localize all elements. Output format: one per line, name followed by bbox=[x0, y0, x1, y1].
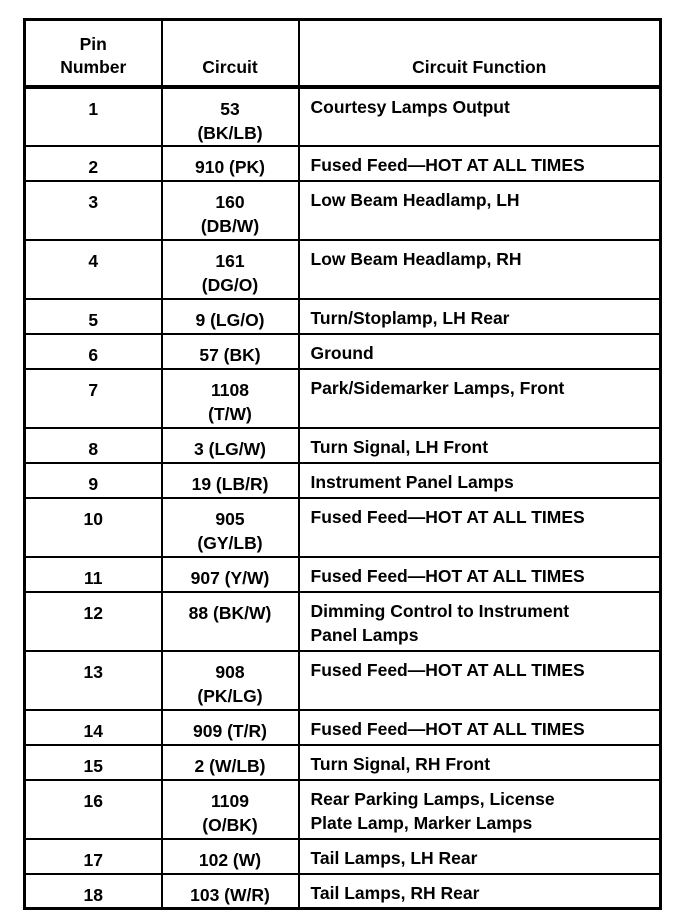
circuit-line: 160 bbox=[215, 191, 245, 212]
table-row bbox=[25, 87, 661, 146]
pin-number-cell: 5 bbox=[25, 299, 162, 334]
circuit-line: 1109 bbox=[211, 790, 249, 811]
circuit-cell bbox=[162, 745, 299, 780]
function-line: Fused Feed—HOT AT ALL TIMES bbox=[310, 718, 585, 739]
circuit-line: 57 (BK) bbox=[199, 344, 261, 365]
circuit-cell bbox=[162, 463, 299, 498]
circuit-line: (BK/LB) bbox=[197, 122, 263, 143]
pin-number-cell: 2 bbox=[25, 146, 162, 181]
circuit-line: 53 bbox=[220, 98, 240, 119]
circuit-cell bbox=[162, 498, 299, 557]
circuit-function-cell bbox=[299, 557, 661, 592]
circuit-line: 909 (T/R) bbox=[193, 720, 267, 741]
circuit-line: 908 bbox=[215, 661, 245, 682]
function-line: Low Beam Headlamp, RH bbox=[310, 248, 522, 269]
pin-number-cell: 16 bbox=[25, 780, 162, 839]
circuit-cell bbox=[162, 874, 299, 909]
table-row bbox=[25, 557, 661, 592]
table-row bbox=[25, 463, 661, 498]
table-row bbox=[25, 839, 661, 874]
circuit-line: (GY/LB) bbox=[197, 532, 263, 553]
circuit-cell bbox=[162, 780, 299, 839]
function-line: Plate Lamp, Marker Lamps bbox=[310, 812, 533, 833]
circuit-cell bbox=[162, 299, 299, 334]
function-line: Low Beam Headlamp, LH bbox=[310, 189, 520, 210]
pin-number-cell: 9 bbox=[25, 463, 162, 498]
pin-number-cell: 15 bbox=[25, 745, 162, 780]
function-line: Ground bbox=[310, 342, 374, 363]
circuit-line: 88 (BK/W) bbox=[188, 602, 272, 623]
pin-number-cell: 10 bbox=[25, 498, 162, 557]
circuit-line: 3 (LG/W) bbox=[194, 438, 266, 459]
circuit-function-cell bbox=[299, 498, 661, 557]
table-row bbox=[25, 651, 661, 710]
table-row bbox=[25, 299, 661, 334]
circuit-cell bbox=[162, 146, 299, 181]
circuit-cell bbox=[162, 334, 299, 369]
circuit-cell bbox=[162, 839, 299, 874]
circuit-function-cell bbox=[299, 745, 661, 780]
circuit-function-cell bbox=[299, 334, 661, 369]
circuit-line: (PK/LG) bbox=[197, 685, 263, 706]
circuit-line: 907 (Y/W) bbox=[190, 567, 270, 588]
function-line: Dimming Control to Instrument bbox=[310, 600, 570, 621]
circuit-function-cell bbox=[299, 839, 661, 874]
pin-header-line: Pin bbox=[79, 33, 107, 54]
pin-number-cell: 3 bbox=[25, 181, 162, 240]
pin-number-cell: 14 bbox=[25, 710, 162, 745]
circuit-line: (DB/W) bbox=[200, 215, 260, 236]
pinout-table bbox=[23, 18, 662, 910]
pin-number-cell: 1 bbox=[25, 87, 162, 146]
function-line: Tail Lamps, LH Rear bbox=[310, 847, 478, 868]
pin-number-cell: 8 bbox=[25, 428, 162, 463]
table-row bbox=[25, 334, 661, 369]
function-line: Courtesy Lamps Output bbox=[310, 96, 510, 117]
circuit-function-cell bbox=[299, 651, 661, 710]
circuit-cell bbox=[162, 369, 299, 428]
pin-number-cell: 7 bbox=[25, 369, 162, 428]
circuit-cell bbox=[162, 592, 299, 651]
circuit-function-cell bbox=[299, 463, 661, 498]
table-row bbox=[25, 710, 661, 745]
table-body bbox=[25, 87, 661, 909]
circuit-line: 103 (W/R) bbox=[190, 884, 270, 905]
table-row bbox=[25, 146, 661, 181]
circuit-cell bbox=[162, 240, 299, 299]
circuit-function-header: Circuit Function bbox=[299, 20, 661, 87]
circuit-header: Circuit bbox=[162, 20, 299, 87]
function-line: Fused Feed—HOT AT ALL TIMES bbox=[310, 659, 585, 680]
circuit-function-cell bbox=[299, 710, 661, 745]
table-row bbox=[25, 592, 661, 651]
pin-number-cell: 17 bbox=[25, 839, 162, 874]
circuit-line: 2 (W/LB) bbox=[194, 755, 266, 776]
pin-number-cell: 12 bbox=[25, 592, 162, 651]
circuit-function-cell bbox=[299, 428, 661, 463]
table-row bbox=[25, 369, 661, 428]
function-line: Turn Signal, LH Front bbox=[310, 436, 489, 457]
function-line: Park/Sidemarker Lamps, Front bbox=[310, 377, 565, 398]
function-line: Tail Lamps, RH Rear bbox=[310, 882, 480, 903]
circuit-cell bbox=[162, 651, 299, 710]
circuit-line: 19 (LB/R) bbox=[191, 473, 269, 494]
circuit-line: 910 (PK) bbox=[194, 156, 266, 177]
circuit-function-cell bbox=[299, 181, 661, 240]
circuit-cell bbox=[162, 181, 299, 240]
circuit-line: (O/BK) bbox=[202, 814, 258, 835]
table-row bbox=[25, 745, 661, 780]
pin-number-cell: 11 bbox=[25, 557, 162, 592]
circuit-function-cell bbox=[299, 240, 661, 299]
pin-number-cell: 6 bbox=[25, 334, 162, 369]
table-header bbox=[25, 20, 661, 87]
circuit-function-cell bbox=[299, 87, 661, 146]
circuit-cell bbox=[162, 710, 299, 745]
table-row bbox=[25, 874, 661, 909]
circuit-cell bbox=[162, 87, 299, 146]
table-row bbox=[25, 780, 661, 839]
circuit-line: 161 bbox=[215, 250, 245, 271]
circuit-function-cell bbox=[299, 299, 661, 334]
circuit-function-cell bbox=[299, 592, 661, 651]
pin-number-header bbox=[25, 20, 162, 87]
function-line: Fused Feed—HOT AT ALL TIMES bbox=[310, 565, 585, 586]
function-line: Fused Feed—HOT AT ALL TIMES bbox=[310, 154, 585, 175]
pin-number-cell: 13 bbox=[25, 651, 162, 710]
table-row bbox=[25, 181, 661, 240]
pin-header-line: Number bbox=[60, 56, 127, 77]
circuit-line: 102 (W) bbox=[198, 849, 262, 870]
function-line: Turn Signal, RH Front bbox=[310, 753, 491, 774]
function-line: Rear Parking Lamps, License bbox=[310, 788, 555, 809]
pin-number-cell: 18 bbox=[25, 874, 162, 909]
header-row bbox=[25, 20, 661, 87]
circuit-function-cell bbox=[299, 874, 661, 909]
circuit-cell bbox=[162, 428, 299, 463]
function-line: Instrument Panel Lamps bbox=[310, 471, 514, 492]
circuit-function-cell bbox=[299, 146, 661, 181]
circuit-line: 1108 bbox=[211, 379, 249, 400]
circuit-line: 905 bbox=[215, 508, 245, 529]
pin-number-cell: 4 bbox=[25, 240, 162, 299]
table-row bbox=[25, 498, 661, 557]
circuit-cell bbox=[162, 557, 299, 592]
function-line: Turn/Stoplamp, LH Rear bbox=[310, 307, 510, 328]
table-row bbox=[25, 428, 661, 463]
function-line: Fused Feed—HOT AT ALL TIMES bbox=[310, 506, 585, 527]
function-line: Panel Lamps bbox=[310, 624, 419, 645]
circuit-function-cell bbox=[299, 369, 661, 428]
table-row bbox=[25, 240, 661, 299]
circuit-line: (T/W) bbox=[208, 403, 252, 424]
circuit-line: (DG/O) bbox=[201, 274, 259, 295]
circuit-line: 9 (LG/O) bbox=[195, 309, 265, 330]
circuit-function-cell bbox=[299, 780, 661, 839]
